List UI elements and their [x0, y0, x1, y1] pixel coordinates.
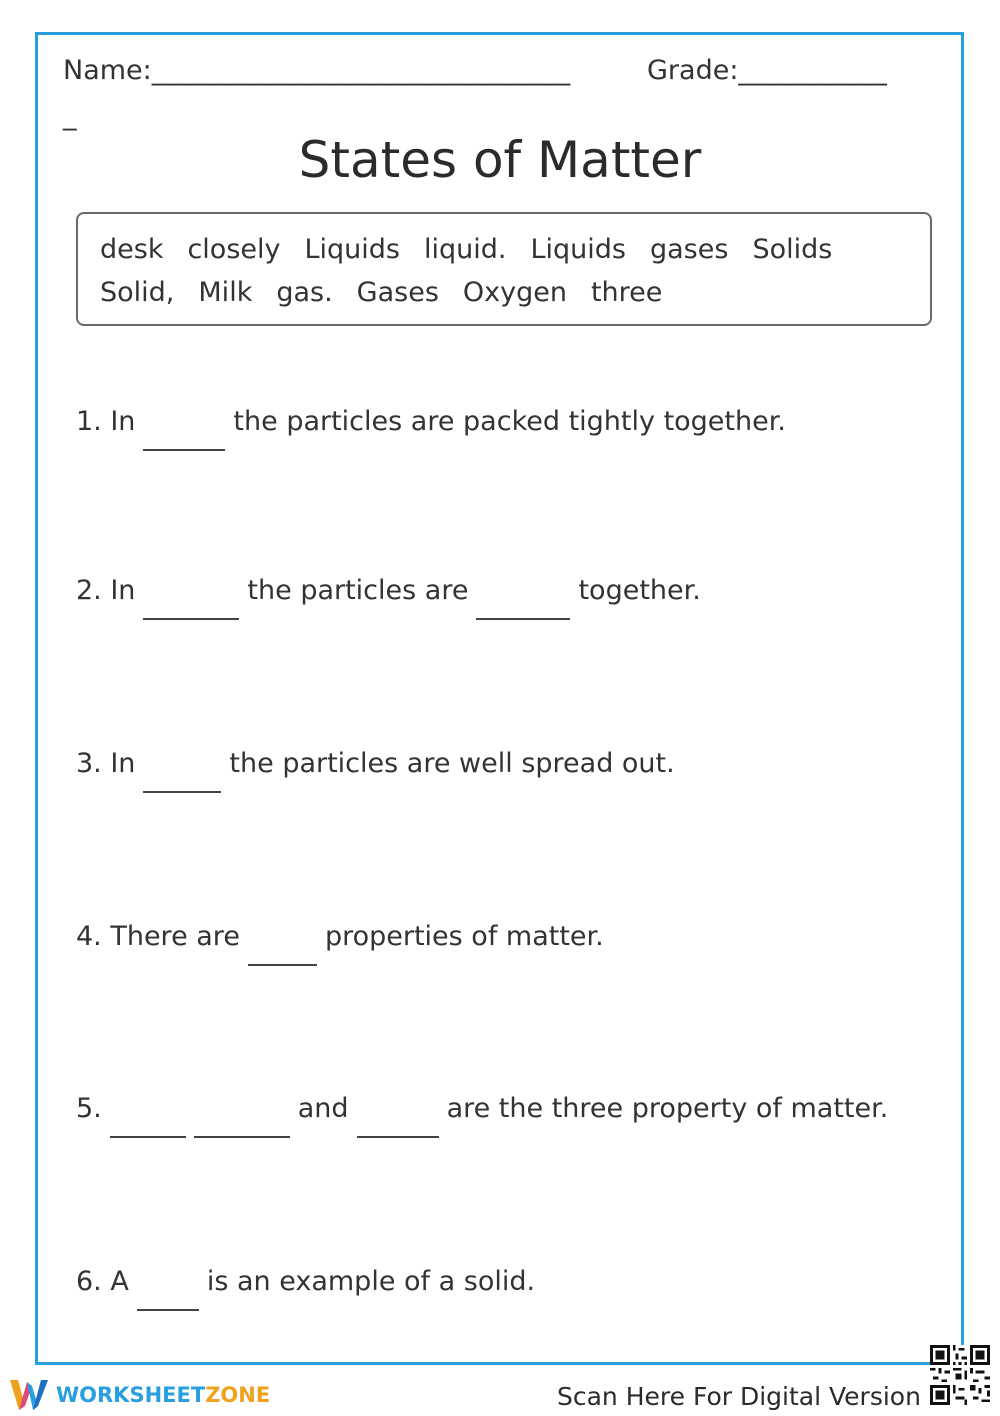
word-bank-row-1: [100, 228, 910, 271]
grade-field-overflow: _: [63, 100, 77, 131]
word-bank-item: Liquids: [304, 234, 400, 265]
word-bank-row-2: [100, 271, 910, 314]
word-bank: [76, 212, 932, 326]
question-1: [76, 405, 786, 439]
word-bank-item: Gases: [356, 277, 439, 308]
word-bank-item: three: [590, 277, 663, 308]
question-6-suffix: is an example of a solid.: [206, 1266, 536, 1297]
question-4-blank[interactable]: [248, 944, 317, 966]
brand-name-part-1: WORKSHEET: [56, 1383, 206, 1407]
question-4-suffix: properties of matter.: [324, 921, 604, 952]
question-5-suffix: are the three property of matter.: [446, 1093, 889, 1124]
question-3-suffix: the particles are well spread out.: [229, 748, 675, 779]
question-4: [76, 920, 604, 954]
word-bank-item: liquid.: [424, 234, 507, 265]
question-5-prefix: 5.: [76, 1093, 102, 1124]
word-bank-item: desk: [100, 234, 164, 265]
question-6-prefix: 6. A: [76, 1266, 129, 1297]
question-1-suffix: the particles are packed tightly together.: [233, 406, 786, 437]
grade-field-label: Grade:___________: [647, 55, 887, 86]
question-3: [76, 747, 675, 781]
word-bank-item: gas.: [276, 277, 333, 308]
worksheet-zone-logo-icon: [10, 1378, 50, 1412]
question-2-suffix: together.: [578, 575, 701, 606]
question-4-prefix: 4. There are: [76, 921, 240, 952]
question-3-blank[interactable]: [143, 771, 221, 793]
question-2-prefix: 2. In: [76, 575, 136, 606]
question-2: [76, 574, 701, 608]
question-6: [76, 1265, 535, 1299]
word-bank-item: Milk: [198, 277, 253, 308]
word-bank-item: Solid,: [100, 277, 175, 308]
word-bank-item: Oxygen: [462, 277, 567, 308]
word-bank-item: closely: [187, 234, 281, 265]
name-field-label: Name:_______________________________: [63, 55, 571, 86]
question-5-blank-3[interactable]: [357, 1116, 439, 1138]
question-2-blank-1[interactable]: [143, 598, 239, 620]
question-5-blank-2[interactable]: [194, 1116, 290, 1138]
brand-logo: [10, 1378, 270, 1412]
question-2-middle: the particles are: [247, 575, 469, 606]
brand-name: [56, 1383, 270, 1407]
question-1-blank[interactable]: [143, 429, 225, 451]
question-3-prefix: 3. In: [76, 748, 136, 779]
word-bank-item: Liquids: [530, 234, 626, 265]
question-5-middle: and: [297, 1093, 349, 1124]
question-5-blank-1[interactable]: [110, 1116, 186, 1138]
question-6-blank[interactable]: [137, 1289, 199, 1311]
scan-instruction: Scan Here For Digital Version: [557, 1382, 921, 1411]
question-5: [76, 1092, 888, 1126]
question-2-blank-2[interactable]: [476, 598, 570, 620]
word-bank-item: gases: [650, 234, 729, 265]
question-1-prefix: 1. In: [76, 406, 136, 437]
page-title: States of Matter: [298, 131, 702, 189]
qr-code-icon[interactable]: [930, 1345, 990, 1405]
word-bank-item: Solids: [752, 234, 833, 265]
brand-name-part-2: ZONE: [205, 1383, 271, 1407]
